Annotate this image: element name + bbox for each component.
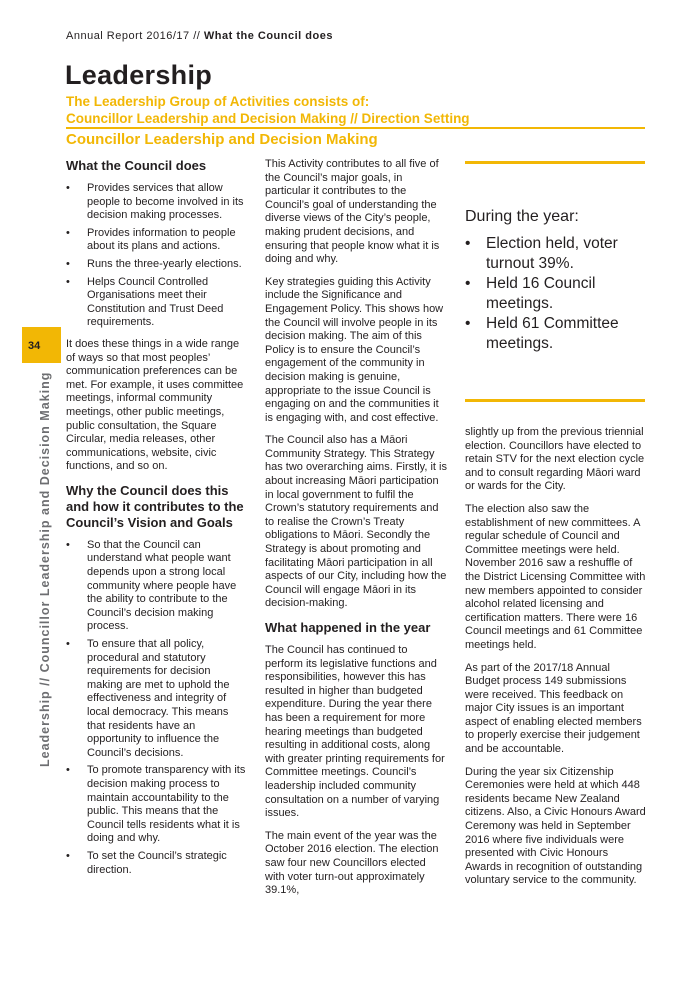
paragraph: As part of the 2017/18 Annual Budget process 149 submissions were received. This feedback on major City issues is an important aspect of enabling elected members to properly exercise their judgement and be accountable. <box>465 661 642 756</box>
list-item: • Runs the three-yearly elections. <box>66 258 249 272</box>
list-item: • So that the Council can understand what people want depends upon a strong local community where people have the ability to contribute to the Council’s decision making process. <box>66 539 249 634</box>
services-list <box>66 182 249 330</box>
side-section-label: Leadership // Councillor Leadership and Decision Making <box>38 371 52 767</box>
callout-heading: During the year: <box>465 208 579 225</box>
callout-top-rule <box>465 161 645 164</box>
subtitle-line: The Leadership Group of Activities consists of: <box>66 94 370 109</box>
paragraph: The election also saw the establishment of new committees. A regular schedule of Council and Committee meetings were held. November 2016 saw a reshuffle of the District Licensing Committee with new members appointed to consider alcohol related licensing and certification matters. There were 16 Council meetings and 61 Committee meetings held. <box>465 502 646 651</box>
list-item: • Provides information to people about its plans and actions. <box>66 227 249 254</box>
reasons-list <box>66 539 249 877</box>
paragraph: The main event of the year was the October 2016 election. The election saw four new Councillors elected with voter turn-out approximately 39.1%, <box>265 829 439 897</box>
callout-item: • Election held, voter turnout 39%. <box>465 234 650 273</box>
running-header-section: What the Council does <box>203 30 333 42</box>
section-title: Councillor Leadership and Decision Making <box>66 131 378 148</box>
callout-item: • Held 16 Council meetings. <box>465 274 650 313</box>
column-3 <box>465 426 646 897</box>
list-item: • To ensure that all policy, procedural and statutory requirements for decision making are met to uphold the effectiveness and integrity of local democracy. This means that residents have an opportunity to influence the Council’s decisions. <box>66 638 249 760</box>
subtitle-line: Councillor Leadership and Decision Making // Direction Setting <box>66 111 470 126</box>
callout-item: • Held 61 Committee meetings. <box>465 314 650 353</box>
callout-bottom-rule <box>465 399 645 402</box>
paragraph: slightly up from the previous triennial election. Councillors have elected to retain STV for the next election cycle and to consult regarding Māori ward or wards for the City. <box>465 426 645 493</box>
running-header-report: Annual Report 2016/17 // <box>66 30 201 42</box>
list-item: • To promote transparency with its decision making process to maintain accountability to the public. This means that the Council tells residents what it is doing and why. <box>66 764 249 846</box>
page-title: Leadership <box>65 60 213 90</box>
callout-list <box>465 234 650 353</box>
list-item: • To set the Council’s strategic direction. <box>66 850 249 877</box>
list-item: • Helps Council Controlled Organisations meet their Constitution and Trust Deed requirements. <box>66 276 249 330</box>
page-number: 34 <box>28 340 41 352</box>
paragraph: The Council has continued to perform its legislative functions and responsibilities, however this has resulted in higher than budgeted expenditure. During the year there has been a requirement for more hearing meetings than budgeted resulting in additional costs, along with greater printing requirements for Committee meetings. Council’s leadership included community consultation on a number of varying issues. <box>265 644 445 820</box>
list-item: • Provides services that allow people to become involved in its decision making processes. <box>66 182 249 223</box>
paragraph: During the year six Citizenship Ceremonies were held at which 448 residents became New Zealand citizens. Also, a Civic Honours Award Ceremony was held in September 2016 where five individuals were presented with Civic Honours Awards in recognition of outstanding voluntary service to the community. <box>465 765 646 887</box>
heading-why-council-does-this: Why the Council does this and how it contributes to the Council’s Vision and Goals <box>66 482 244 530</box>
subtitle <box>66 93 470 127</box>
during-the-year-callout <box>465 208 650 354</box>
title-divider <box>66 127 645 129</box>
running-header <box>66 30 333 42</box>
paragraph: This Activity contributes to all five of the Council’s major goals, in particular it contributes to the Council’s goal of understanding the diverse views of the City’s people, making prudent decisions, and ensuring that people know what it is doing and why. <box>265 158 440 266</box>
heading-what-council-does: What the Council does <box>66 158 207 173</box>
paragraph: It does these things in a wide range of ways so that most peoples’ communication preferences can be met. For example, it uses committee meetings, informal community meetings, other public meetings, public consultation, the Square Circular, media releases, other communications, website, civic functions, and so on. <box>66 337 244 473</box>
paragraph: Key strategies guiding this Activity include the Significance and Engagement Policy. This shows how the Council will involve people in its decision making. The aim of this Policy is to ensure the Council’s engagement of the community in decision making is genuine, appropriate to the issue Council is engaging on and the communities it is engaging with, and cost effective. <box>265 275 444 424</box>
column-2 <box>265 158 447 907</box>
paragraph: The Council also has a Māori Community Strategy. This Strategy has two overarching aims. Firstly, it is about increasing Māori participation in local government to fulfil the Crown’s statutory requirements and to realise the Crown’s Treaty obligations to Māori. Secondly the Strategy is about promoting and facilitating Māori participation in all aspects of our City, including how the Council will engage Māori in its decision-making. <box>265 434 447 610</box>
column-1 <box>66 158 249 885</box>
heading-what-happened: What happened in the year <box>265 620 431 635</box>
